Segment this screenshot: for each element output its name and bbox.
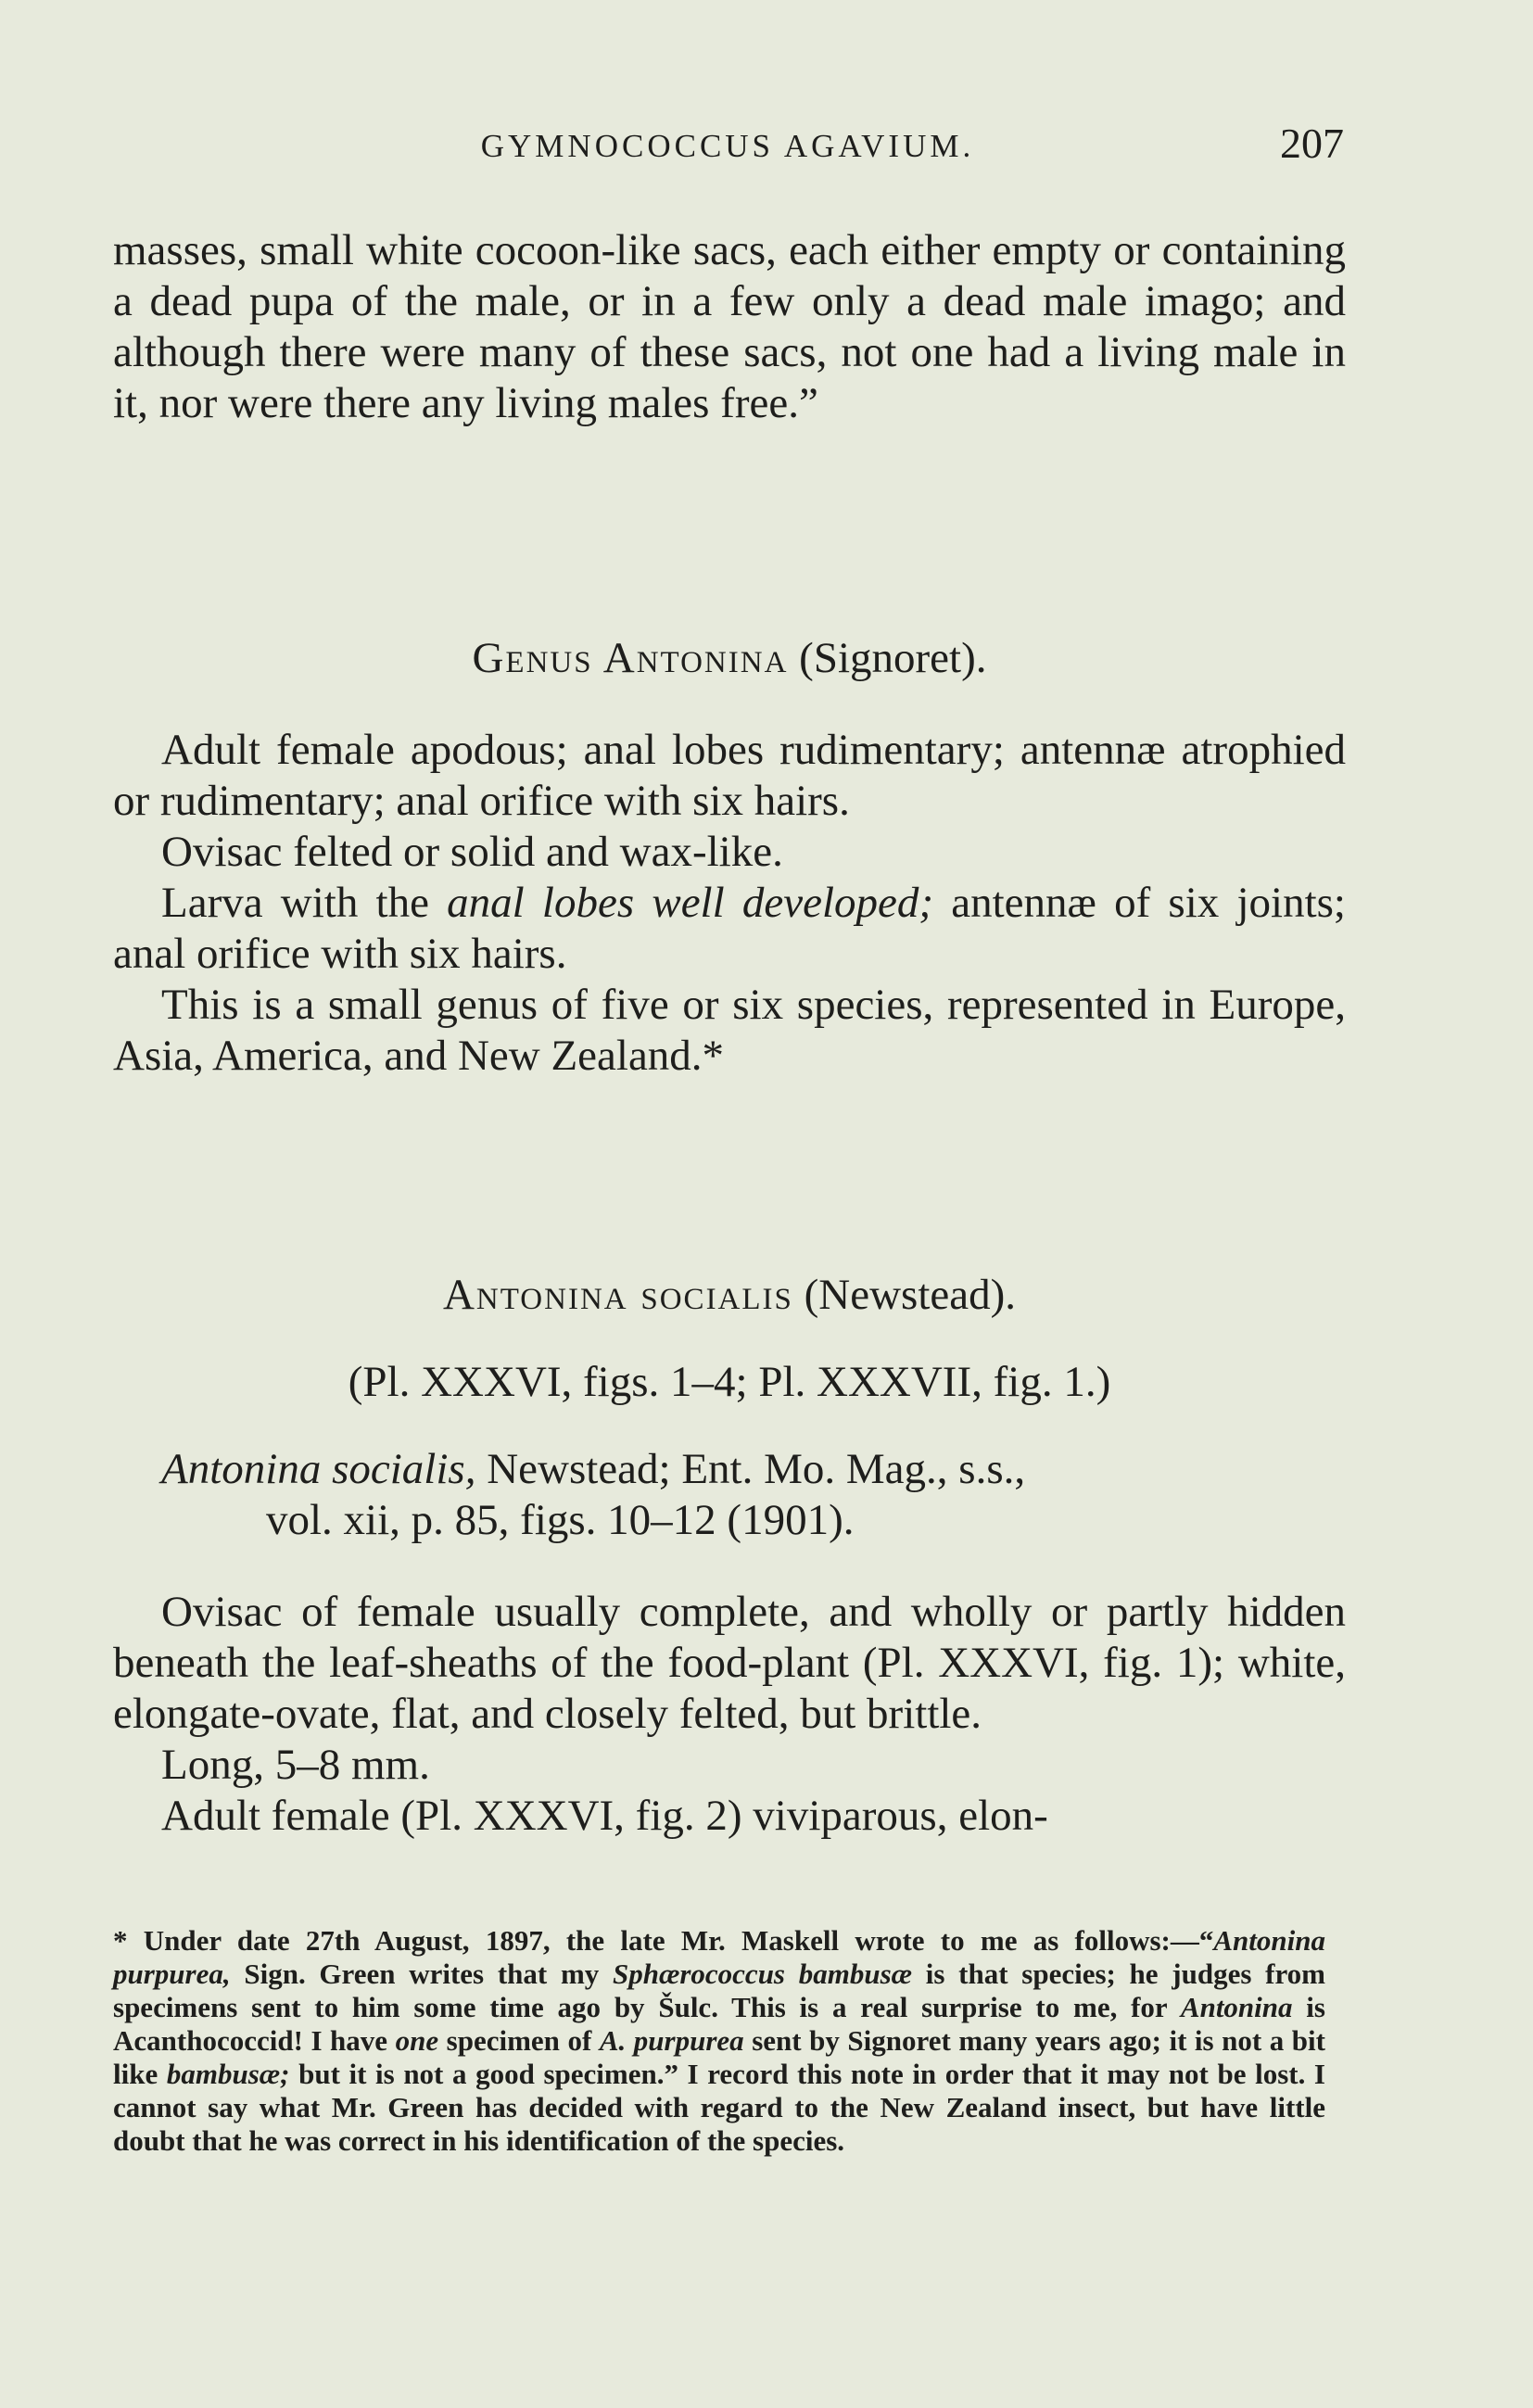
genus-author: (Signoret). bbox=[799, 634, 987, 682]
genus-name: Genus Antonina bbox=[472, 634, 789, 682]
species-adult-paragraph: Adult female (Pl. XXXVI, fig. 2) viviparous, elon- bbox=[161, 1792, 1048, 1840]
footnote-italic-2: Sphærococcus bambusæ bbox=[612, 1958, 913, 1990]
species-length-paragraph: Long, 5–8 mm. bbox=[161, 1741, 430, 1789]
species-author: (Newstead). bbox=[804, 1271, 1017, 1319]
larva-text-start: Larva with the bbox=[161, 879, 448, 927]
species-heading bbox=[113, 1270, 1346, 1320]
running-head bbox=[111, 119, 1344, 174]
footnote-italic-3: Antonina bbox=[1180, 1991, 1293, 2023]
species-description bbox=[113, 1587, 1346, 1842]
genus-heading bbox=[113, 633, 1346, 683]
reference-line2: vol. xii, p. 85, figs. 10–12 (1901). bbox=[266, 1496, 855, 1544]
footnote-text-2: Sign. Green writes that my bbox=[230, 1958, 613, 1990]
species-ovisac-paragraph: Ovisac of female usually complete, and wholly or partly hidden beneath the leaf-sheaths of the food-plant (Pl. XXXVI, fig. 1); white, elongate-ovate, flat, and closely felted, but brittle. bbox=[113, 1588, 1346, 1738]
genus-larva-paragraph bbox=[113, 878, 1346, 980]
genus-note-paragraph: This is a small genus of five or six species, represented in Europe, Asia, America, and New Zealand.* bbox=[113, 981, 1346, 1080]
footnote-italic-4: one bbox=[395, 2024, 439, 2057]
footnote-italic-1: Antonina purpurea, bbox=[113, 1924, 1325, 1990]
genus-description bbox=[113, 725, 1346, 1082]
genus-ovisac-paragraph: Ovisac felted or solid and wax-like. bbox=[161, 828, 783, 876]
plate-reference-block bbox=[113, 1357, 1346, 1407]
larva-text-italic: anal lobes well developed; bbox=[447, 879, 934, 927]
footnote-italic-5: A. purpurea bbox=[599, 2024, 744, 2057]
footnote-text-1: * Under date 27th August, 1897, the late Mr. Maskell wrote to me as follows:—“ bbox=[113, 1924, 1214, 1957]
genus-adult-paragraph: Adult female apodous; anal lobes rudimentary; antennæ atrophied or rudimentary; anal orifice with six hairs. bbox=[113, 726, 1346, 825]
footnote-text-7: but it is not a good specimen.” I record this note in order that it may not be lost. I cannot say what Mr. Green has decided with regard to the New Zealand insect, but have little doubt that he was correct in his identification of the species. bbox=[113, 2058, 1325, 2157]
footnote-text-3: is that species; he judges from specimens sent to him some time ago by Šulc. This is a real surprise to me, for bbox=[113, 1958, 1325, 2023]
literature-reference bbox=[113, 1444, 1346, 1546]
footnote-italic-6: bambusæ; bbox=[166, 2058, 290, 2090]
footnote bbox=[113, 1924, 1325, 2158]
page-number: 207 bbox=[1280, 120, 1344, 167]
plate-reference: (Pl. XXXVI, figs. 1–4; Pl. XXXVII, fig. 1.) bbox=[348, 1358, 1111, 1406]
reference-line1-rest: Newstead; Ent. Mo. Mag., s.s., bbox=[475, 1445, 1026, 1493]
larva-text-end: antennæ of six joints; anal orifice with six hairs. bbox=[113, 879, 1346, 978]
species-name: Antonina socialis bbox=[442, 1271, 793, 1319]
opening-paragraph-block bbox=[113, 225, 1346, 429]
footnote-text-6: sent by Signoret many years ago; it is not a bit like bbox=[113, 2024, 1325, 2090]
running-head-title: GYMNOCOCCUS AGAVIUM. bbox=[480, 128, 975, 164]
opening-paragraph: masses, small white cocoon-like sacs, each either empty or containing a dead pupa of the male, or in a few only a dead male imago; and although there were many of these sacs, not one had a living male in it, nor were there any living males free.” bbox=[113, 226, 1346, 427]
reference-species-italic: Antonina socialis, bbox=[161, 1445, 476, 1493]
footnote-text-4: is Acanthococcid! I have bbox=[113, 1991, 1325, 2057]
footnote-text-5: specimen of bbox=[438, 2024, 600, 2057]
